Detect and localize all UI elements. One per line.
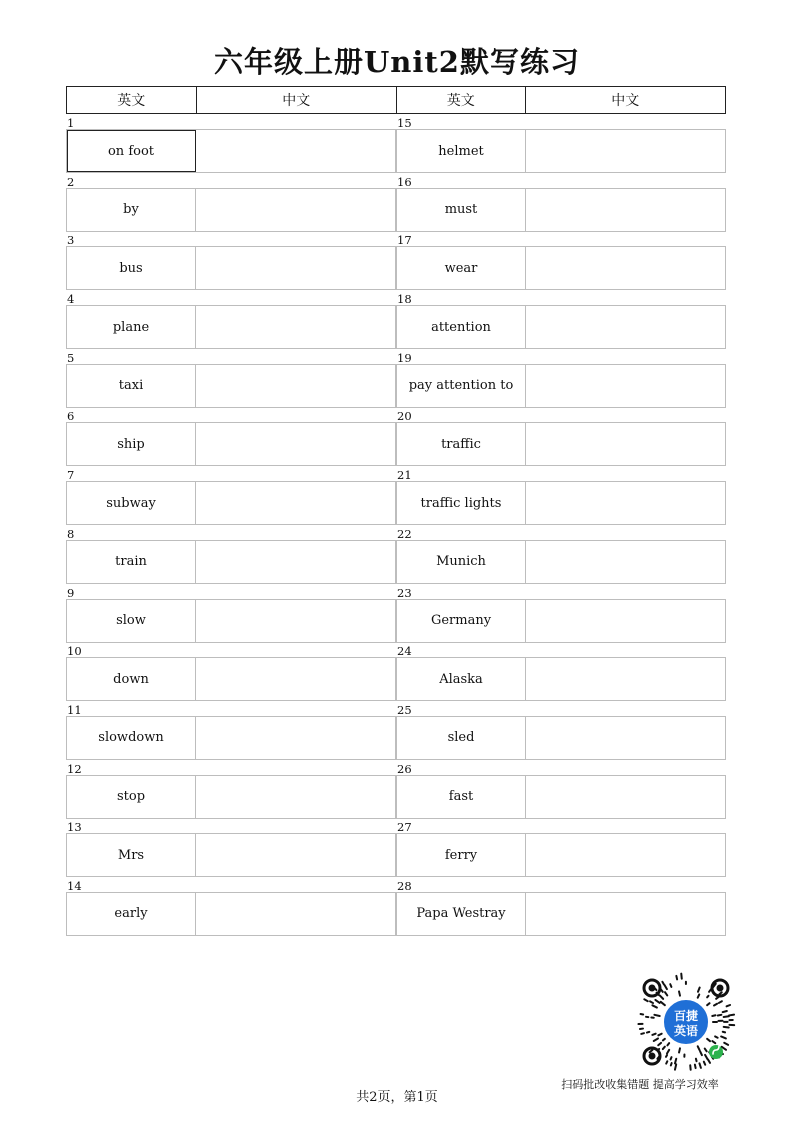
- page-footer: 共2页，第1页: [356, 1090, 438, 1105]
- vocab-item: [396, 233, 726, 292]
- vocab-item: [396, 116, 726, 175]
- qr-dash: [644, 999, 648, 1001]
- item-number: 27: [397, 820, 412, 835]
- qr-dash: [652, 1005, 656, 1007]
- item-number: 19: [397, 350, 412, 365]
- chinese-answer-blank[interactable]: [196, 776, 395, 818]
- answer-box: [396, 188, 726, 232]
- qr-badge-line1: 百捷: [673, 1009, 699, 1023]
- vocab-item: [66, 292, 396, 351]
- header-english-right: 英文: [396, 87, 525, 113]
- table-row: [66, 762, 726, 821]
- answer-box: [396, 129, 726, 173]
- answer-box: [66, 364, 396, 408]
- vocab-item: [66, 586, 396, 645]
- qr-dash: [647, 1032, 649, 1033]
- table-row: [66, 820, 726, 879]
- item-number: 4: [67, 292, 75, 307]
- answer-box: [396, 364, 726, 408]
- chinese-answer-blank[interactable]: [196, 130, 395, 172]
- answer-box: [66, 422, 396, 466]
- qr-dash: [719, 992, 721, 994]
- item-number: 14: [67, 878, 82, 893]
- chinese-answer-blank[interactable]: [196, 189, 395, 231]
- vocab-item: [396, 468, 726, 527]
- english-word: subway: [67, 482, 196, 524]
- vocab-item: [66, 175, 396, 234]
- qr-dash: [707, 1039, 710, 1041]
- english-word: Munich: [397, 541, 526, 583]
- answer-box: [66, 775, 396, 819]
- answer-box: [66, 246, 396, 290]
- qr-dash: [724, 1043, 728, 1045]
- qr-dash: [705, 1049, 707, 1052]
- qr-dash: [675, 1064, 676, 1069]
- qr-dash: [667, 1043, 669, 1045]
- english-word: by: [67, 189, 196, 231]
- item-number: 1: [67, 116, 75, 130]
- answer-box: [396, 892, 726, 936]
- qr-dash: [658, 1043, 661, 1045]
- vocab-item: [396, 409, 726, 468]
- chinese-answer-blank[interactable]: [196, 541, 395, 583]
- answer-box: [396, 422, 726, 466]
- qr-dash: [719, 1001, 722, 1003]
- qr-dash: [727, 1005, 730, 1006]
- english-word: wear: [397, 247, 526, 289]
- chinese-answer-blank[interactable]: [196, 834, 395, 876]
- vocab-item: [66, 468, 396, 527]
- qr-dash: [707, 1003, 709, 1005]
- qr-dash: [729, 1015, 734, 1016]
- table-row: [66, 351, 726, 410]
- vocab-item: [396, 703, 726, 762]
- answer-box: [396, 775, 726, 819]
- answer-box: [66, 892, 396, 936]
- table-row: [66, 233, 726, 292]
- qr-dash: [723, 1011, 727, 1012]
- header-english-left: 英文: [117, 93, 146, 109]
- english-word: ferry: [397, 834, 526, 876]
- table-row: [66, 644, 726, 703]
- qr-dash: [704, 1062, 705, 1065]
- qr-dash: [663, 1039, 665, 1041]
- qr-finder-dot: [649, 985, 656, 992]
- english-word: on foot: [67, 130, 196, 172]
- vocab-item: [66, 762, 396, 821]
- qr-finder-dot: [717, 985, 724, 992]
- english-word: down: [67, 658, 196, 700]
- answer-box: [396, 657, 726, 701]
- vocab-item: [396, 762, 726, 821]
- item-number: 18: [397, 292, 412, 307]
- vocab-item: [66, 644, 396, 703]
- vocab-item: [396, 879, 726, 938]
- qr-dash: [698, 1046, 700, 1050]
- table-row: [66, 292, 726, 351]
- qr-dash: [712, 1041, 715, 1043]
- item-number: 20: [397, 409, 412, 424]
- answer-box: [66, 540, 396, 584]
- vocab-item: [66, 409, 396, 468]
- chinese-answer-blank[interactable]: [526, 247, 725, 289]
- answer-box: [396, 716, 726, 760]
- qr-dash: [650, 1050, 653, 1052]
- qr-dash: [696, 1059, 697, 1062]
- qr-dash: [663, 1047, 665, 1049]
- page-title: 六年级上册Unit2默写练习: [214, 45, 580, 79]
- header-chinese-right: 中文: [525, 87, 725, 113]
- item-number: 7: [67, 468, 75, 483]
- english-word: taxi: [67, 365, 196, 407]
- table-row: [66, 879, 726, 938]
- qr-dash: [699, 1063, 700, 1068]
- item-number: 6: [67, 409, 75, 424]
- qr-dash: [662, 982, 664, 985]
- answer-box: [396, 305, 726, 349]
- vocab-item: [66, 820, 396, 879]
- vocab-item: [66, 703, 396, 762]
- qr-dash: [700, 1051, 702, 1055]
- qr-dash: [658, 1034, 661, 1036]
- item-number: 22: [397, 526, 412, 541]
- item-number: 11: [67, 702, 82, 717]
- table-row: [66, 703, 726, 762]
- table-row: [66, 586, 726, 645]
- qr-dash: [724, 1016, 729, 1017]
- item-number: 12: [67, 761, 82, 776]
- english-word: plane: [67, 306, 196, 348]
- answer-box: [396, 599, 726, 643]
- item-number: 10: [67, 644, 82, 659]
- qr-dash: [712, 1015, 715, 1016]
- qr-dash: [695, 1065, 696, 1068]
- chinese-answer-blank[interactable]: [196, 423, 395, 465]
- english-word: Germany: [397, 600, 526, 642]
- chinese-answer-blank[interactable]: [526, 365, 725, 407]
- qr-dash: [660, 996, 663, 999]
- mini-program-mark-icon: [709, 1045, 723, 1059]
- english-word: must: [397, 189, 526, 231]
- qr-dash: [671, 1063, 672, 1065]
- qr-dash: [676, 976, 677, 980]
- qr-caption: 扫码批改收集错题 提高学习效率: [561, 1078, 719, 1091]
- item-number: 15: [397, 116, 412, 130]
- item-number: 23: [397, 585, 412, 600]
- chinese-answer-blank[interactable]: [526, 189, 725, 231]
- chinese-answer-blank[interactable]: [196, 306, 395, 348]
- answer-box: [66, 599, 396, 643]
- qr-dash: [650, 1001, 653, 1003]
- qr-dash: [654, 1038, 658, 1041]
- qr-dash: [721, 1036, 726, 1038]
- qr-dash: [654, 1015, 659, 1016]
- chinese-answer-blank[interactable]: [196, 365, 395, 407]
- english-word: traffic: [397, 423, 526, 465]
- item-number: 16: [397, 174, 412, 189]
- chinese-answer-blank[interactable]: [526, 130, 725, 172]
- item-number: 21: [397, 468, 412, 483]
- qr-dash: [698, 994, 700, 997]
- table-row: [66, 175, 726, 234]
- item-number: 17: [397, 233, 412, 248]
- qr-dash: [661, 1002, 665, 1005]
- vocab-item: [396, 644, 726, 703]
- vocab-item: [66, 116, 396, 175]
- qr-badge-line2: 英语: [673, 1024, 699, 1038]
- english-word: slowdown: [67, 717, 196, 759]
- answer-box: [396, 246, 726, 290]
- vocab-item: [66, 879, 396, 938]
- qr-code-icon[interactable]: [636, 972, 736, 1072]
- qr-finder-dot: [649, 1053, 656, 1060]
- english-word: traffic lights: [397, 482, 526, 524]
- qr-dash: [666, 1061, 667, 1063]
- english-word: bus: [67, 247, 196, 289]
- english-word: slow: [67, 600, 196, 642]
- chinese-answer-blank[interactable]: [196, 600, 395, 642]
- qr-dash: [724, 1027, 729, 1028]
- answer-box: [66, 833, 396, 877]
- english-word: pay attention to: [397, 365, 526, 407]
- qr-dash: [681, 974, 682, 979]
- chinese-answer-blank[interactable]: [196, 658, 395, 700]
- answer-box: [66, 305, 396, 349]
- english-word: early: [67, 893, 196, 935]
- qr-dash: [707, 996, 708, 998]
- qr-dash: [723, 1032, 725, 1033]
- vocab-table: [66, 116, 726, 938]
- chinese-answer-blank[interactable]: [196, 717, 395, 759]
- item-number: 24: [397, 644, 412, 659]
- header-chinese-left: 中文: [196, 87, 396, 113]
- chinese-answer-blank[interactable]: [526, 541, 725, 583]
- item-number: 26: [397, 761, 412, 776]
- answer-box: [396, 481, 726, 525]
- qr-dash: [714, 1004, 717, 1006]
- chinese-answer-blank[interactable]: [196, 893, 395, 935]
- table-row: [66, 409, 726, 468]
- qr-dash: [641, 1033, 644, 1034]
- answer-box: [66, 481, 396, 525]
- answer-box: [396, 540, 726, 584]
- qr-dash: [667, 1050, 669, 1054]
- english-word: attention: [397, 306, 526, 348]
- chinese-answer-blank[interactable]: [196, 482, 395, 524]
- english-word: Alaska: [397, 658, 526, 700]
- vocab-item: [396, 820, 726, 879]
- qr-dash: [698, 988, 700, 992]
- table-row: [66, 116, 726, 175]
- vocab-item: [396, 527, 726, 586]
- answer-box: [66, 657, 396, 701]
- item-number: 9: [67, 585, 75, 600]
- qr-dash: [679, 991, 680, 995]
- item-number: 5: [67, 350, 75, 365]
- qr-dash: [655, 1000, 659, 1003]
- item-number: 3: [67, 233, 75, 248]
- chinese-answer-blank[interactable]: [526, 717, 725, 759]
- vocab-item: [396, 351, 726, 410]
- chinese-answer-blank[interactable]: [526, 893, 725, 935]
- table-row: [66, 468, 726, 527]
- vocab-item: [66, 527, 396, 586]
- qr-dash: [705, 1055, 708, 1059]
- english-word: stop: [67, 776, 196, 818]
- qr-dash: [671, 1057, 672, 1059]
- english-word: ship: [67, 423, 196, 465]
- qr-dash: [666, 1055, 667, 1057]
- qr-dash: [652, 1034, 655, 1035]
- vocab-item: [396, 175, 726, 234]
- qr-dash: [665, 992, 667, 995]
- chinese-answer-blank[interactable]: [526, 423, 725, 465]
- chinese-answer-blank[interactable]: [196, 247, 395, 289]
- english-word: train: [67, 541, 196, 583]
- chinese-answer-blank[interactable]: [526, 658, 725, 700]
- chinese-answer-blank[interactable]: [526, 834, 725, 876]
- item-number: 25: [397, 702, 412, 717]
- vocab-item: [66, 233, 396, 292]
- english-word: Papa Westray: [397, 893, 526, 935]
- vocab-item: [396, 292, 726, 351]
- answer-box: [66, 188, 396, 232]
- qr-dash: [665, 985, 667, 989]
- chinese-answer-blank[interactable]: [526, 776, 725, 818]
- english-word: fast: [397, 776, 526, 818]
- vocab-item: [66, 351, 396, 410]
- english-word: sled: [397, 717, 526, 759]
- item-number: 28: [397, 878, 412, 893]
- chinese-answer-blank[interactable]: [526, 482, 725, 524]
- table-row: [66, 527, 726, 586]
- qr-dash: [708, 1060, 710, 1063]
- item-number: 8: [67, 526, 75, 541]
- english-word: Mrs: [67, 834, 196, 876]
- qr-dash: [718, 1015, 722, 1016]
- item-number: 13: [67, 820, 82, 835]
- vocab-item: [396, 586, 726, 645]
- english-word: helmet: [397, 130, 526, 172]
- item-number: 2: [67, 174, 75, 189]
- answer-box: [396, 833, 726, 877]
- qr-dash: [670, 984, 671, 987]
- answer-box: [66, 129, 396, 173]
- qr-dash: [715, 1036, 718, 1037]
- table-header: [66, 86, 726, 114]
- chinese-answer-blank[interactable]: [526, 306, 725, 348]
- qr-dash: [679, 1048, 680, 1052]
- qr-dash: [675, 1059, 676, 1064]
- answer-box: [66, 716, 396, 760]
- chinese-answer-blank[interactable]: [526, 600, 725, 642]
